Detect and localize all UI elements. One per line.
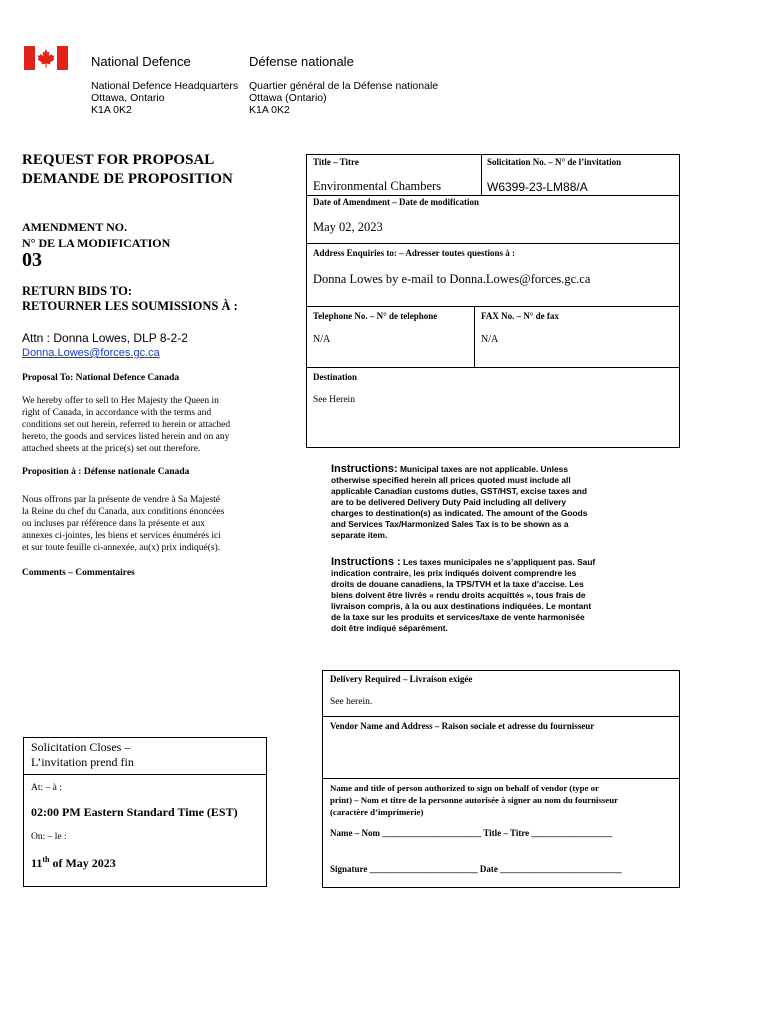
amendment-label-en: AMENDMENT NO. [22,220,128,234]
offer-line: conditions set out herein, referred to herein or attached [22,420,231,430]
signature-date-field[interactable]: Signature ________________________ Date ___________________________ [330,864,622,874]
dept-address-fr [249,80,438,116]
vendor-box [322,670,680,888]
amendment-date-value: May 02, 2023 [313,220,383,234]
flag-left-bar [24,46,35,70]
maple-leaf-icon [35,46,57,70]
instructions-line: applicable Canadian customs duties, GST/HST, excise taxes and [331,486,587,496]
offer-line: hereto, the goods and services listed herein and on any [22,432,230,442]
name-title-field[interactable]: Name – Nom ______________________ Title – Titre __________________ [330,828,613,838]
instructions-en-first-line [331,464,671,475]
title-en: REQUEST FOR PROPOSAL [22,152,215,168]
instructions-fr [331,557,671,634]
fax-label: FAX No. – N° de fax [481,311,559,321]
delivery-required-value: See herein. [330,697,373,707]
return-label-fr: RETOURNER LES SOUMISSIONS À : [22,299,238,313]
proposition-label: Proposition à : Défense nationale Canada [22,467,190,477]
divider [322,778,680,779]
offer-line: et sur toute feuille ci-annexée, au(x) prix indiqué(s). [22,543,221,553]
divider [306,367,680,368]
offer-text-en [22,395,230,455]
instructions-line: and Services Tax/Harmonized Sales Tax is to be shown as a [331,519,569,529]
fax-value: N/A [481,334,499,345]
enquiries-value: Donna Lowes by e-mail to Donna.Lowes@forces.gc.ca [313,272,591,286]
dept-name-fr: Défense nationale [249,54,354,69]
title-fr: DEMANDE DE PROPOSITION [22,171,233,187]
return-label-en: RETURN BIDS TO: [22,284,132,298]
closes-heading [31,740,134,770]
instructions-fr-first-line [331,557,671,568]
instructions-line: droits de douane canadiens, la TPS/TVH et la taxe d’accise. Les [331,579,584,589]
instructions-line: otherwise specified herein all prices quoted must include all [331,475,571,485]
address-line: Ottawa, Ontario [91,92,165,104]
address-line: National Defence Headquarters [91,80,239,92]
offer-line: attached sheets at the price(s) set out therefore. [22,444,201,454]
offer-line: annexes ci-jointes, les biens et services énumérés ici [22,531,221,541]
proposal-to-label: Proposal To: National Defence Canada [22,373,180,383]
instructions-line: doit être indiqué séparément. [331,623,448,633]
solicitation-no-label: Solicitation No. – N° de l’invitation [487,157,622,167]
offer-line: ou incluses par référence dans la présente et aux [22,519,206,529]
authorized-person-label [330,782,618,818]
instructions-line: de la taxe sur les produits et services/taxe de vente harmonisée [331,612,585,622]
instructions-fr-heading: Instructions : [331,556,401,568]
email-link[interactable]: Donna.Lowes@forces.gc.ca [22,347,160,359]
amendment-number: 03 [22,249,42,271]
delivery-required-label: Delivery Required – Livraison exigée [330,674,473,684]
instructions-line: livraison compris, à la ou aux destinations indiquées. Le montant [331,601,592,611]
closing-month-year: of May 2023 [49,856,116,870]
divider [23,774,267,775]
closing-day: 11 [31,856,43,870]
enquiries-label: Address Enquiries to: – Adresser toutes questions à : [313,248,516,258]
telephone-value: N/A [313,334,331,345]
closes-heading-en: Solicitation Closes – [31,740,131,754]
instructions-en-heading: Instructions: [331,463,398,475]
instructions-line: charges to destination(s) as indicated. The amount of the Goods [331,508,588,518]
amendment-label-fr: N° DE LA MODIFICATION [22,236,171,250]
amendment-heading [22,219,170,251]
closes-heading-fr: L’invitation prend fin [31,755,134,769]
divider [306,306,680,307]
address-line: K1A 0K2 [249,104,290,116]
document-title [22,151,233,189]
vendor-name-address-label[interactable]: Vendor Name and Address – Raison sociale et adresse du fournisseur [330,721,595,731]
instructions-line: Les taxes municipales ne s’appliquent pas. Sauf [400,557,596,567]
title-label: Title – Titre [313,157,359,167]
authorized-line: print) – Nom et titre de la personne autorisée à signer au nom du fournisseur [330,795,619,805]
instructions-line: Municipal taxes are not applicable. Unless [397,464,568,474]
destination-label: Destination [313,372,358,382]
address-line: Quartier général de la Défense nationale [249,80,439,92]
address-line: Ottawa (Ontario) [249,92,327,104]
divider [474,306,475,367]
closing-time-label: At: – à : [31,783,62,793]
offer-line: la Reine du chef du Canada, aux conditions énoncées [22,507,225,517]
dept-address-en [91,80,238,116]
canada-flag-icon [24,46,68,70]
divider [306,195,680,196]
destination-value: See Herein [313,395,355,405]
offer-text-fr [22,494,224,554]
telephone-label: Telephone No. – N° de telephone [313,311,438,321]
divider [322,716,680,717]
flag-right-bar [57,46,68,70]
dept-name-en: National Defence [91,54,191,69]
offer-line: Nous offrons par la présente de vendre à Sa Majesté [22,495,220,505]
instructions-line: are to be delivered Delivery Duty Paid including all delivery [331,497,567,507]
title-value: Environmental Chambers [313,179,442,193]
offer-line: right of Canada, in accordance with the terms and [22,408,212,418]
address-line: K1A 0K2 [91,104,132,116]
comments-label: Comments – Commentaires [22,568,135,578]
divider [481,154,482,195]
instructions-en [331,464,671,541]
closing-time-value: 02:00 PM Eastern Standard Time (EST) [31,805,238,819]
attention-line: Attn : Donna Lowes, DLP 8-2-2 [22,331,188,345]
authorized-line: (caractère d’imprimerie) [330,807,424,817]
offer-line: We hereby offer to sell to Her Majesty the Queen in [22,396,219,406]
return-bids-heading [22,284,238,314]
amendment-date-label: Date of Amendment – Date de modification [313,197,479,207]
closing-day-suffix: th [42,855,50,864]
authorized-line: Name and title of person authorized to sign on behalf of vendor (type or [330,783,599,793]
closing-date-label: On: – le : [31,832,67,842]
solicitation-no-value: W6399-23-LM88/A [487,180,588,194]
instructions-line: separate item. [331,530,388,540]
instructions-line: biens doivent être livrés « rendu droits acquittés », tous frais de [331,590,586,600]
divider [306,243,680,244]
closing-date-value [31,855,116,871]
instructions-line: indication contraire, les prix indiqués doivent comprendre les [331,568,577,578]
